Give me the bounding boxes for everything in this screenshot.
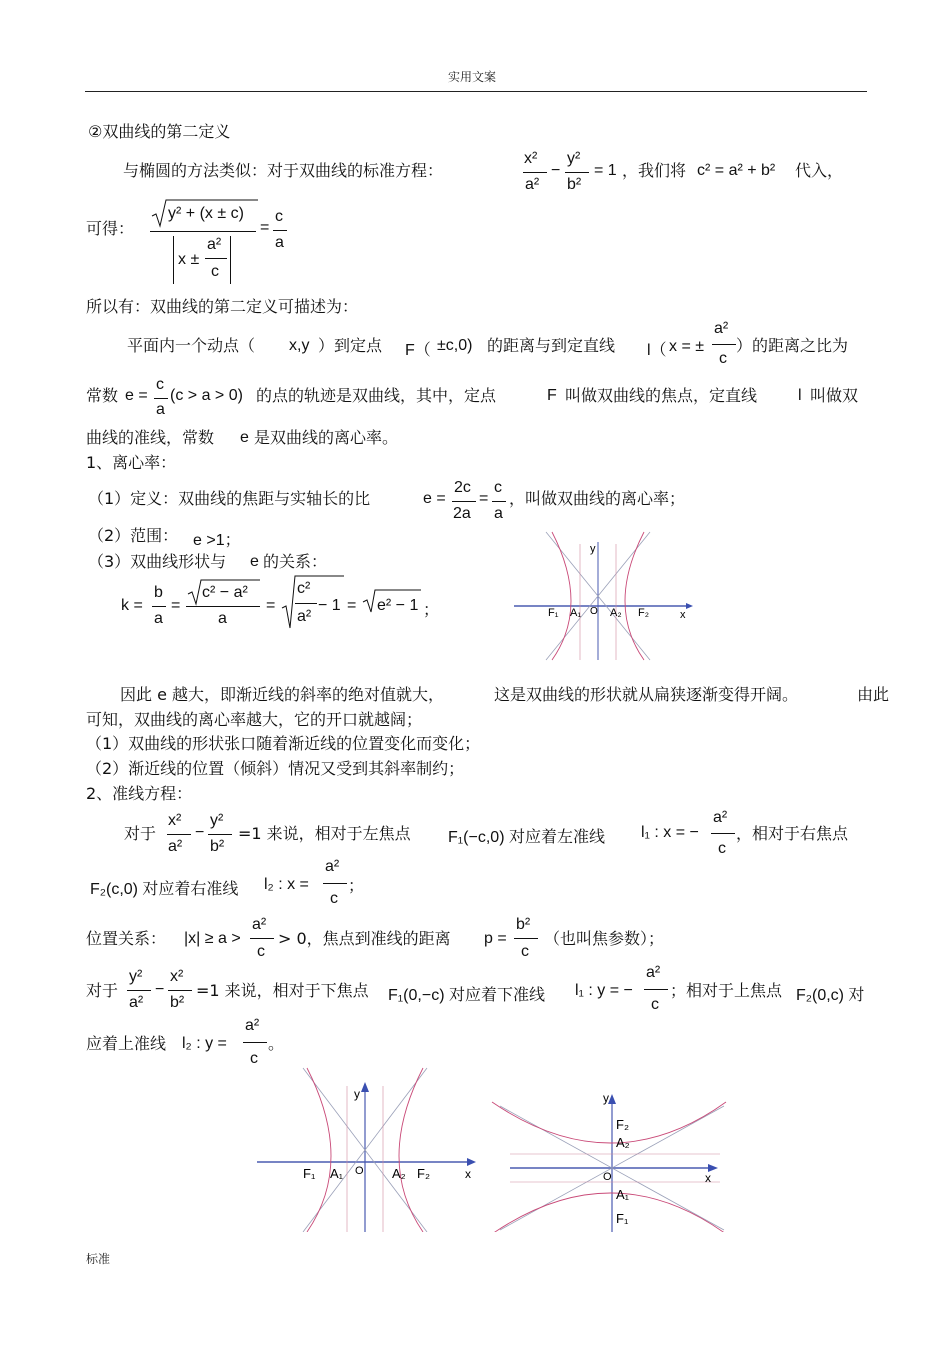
formula-token: a — [154, 610, 163, 627]
section-heading: 2、准线方程： — [86, 784, 193, 803]
paragraph-text: （3）双曲线形状与 — [88, 552, 227, 571]
point-label-a1: A₁ — [616, 1187, 630, 1202]
paragraph-text: > 0，焦点到准线的距离 — [278, 929, 451, 948]
point-label-a1: A₁ — [570, 607, 582, 619]
paragraph-text: 的距离与到定直线 — [487, 336, 616, 355]
formula-token: y² + (x ± c) — [168, 205, 244, 222]
formula-token: − — [195, 824, 205, 841]
formula-token: a² — [252, 916, 267, 933]
paragraph-text: 位置关系： — [86, 929, 167, 948]
fraction-bar — [565, 172, 589, 173]
formula-token: F（ — [405, 342, 431, 359]
formula-token: = — [266, 597, 276, 614]
fraction-bar — [452, 501, 476, 502]
fraction-bar — [295, 603, 317, 604]
formula-token: c² = a² + b² — [697, 162, 776, 179]
paragraph-text: 可知，双曲线的离心率越大，它的开口就越阔； — [86, 710, 423, 729]
formula-token: x² — [170, 968, 184, 985]
paragraph-text: 对于 — [86, 981, 119, 1000]
formula-token: a² — [129, 994, 144, 1011]
paragraph-text: 曲线的准线，常数 — [86, 428, 215, 447]
axis-label-y: y — [603, 1091, 609, 1105]
formula-token: c — [494, 479, 502, 496]
paragraph-text: 应着上准线 — [86, 1034, 167, 1053]
paragraph-text: =1 来说，相对于下焦点 — [196, 981, 369, 1000]
paragraph-text: 这是双曲线的形状就从扁狭逐渐变得开阔。 — [494, 685, 799, 704]
formula-token: c — [156, 376, 164, 393]
formula-token: k = — [121, 597, 143, 614]
formula-token: c — [521, 943, 529, 960]
abs-bar-right — [230, 236, 231, 284]
x-axis-arrow-icon — [686, 603, 693, 609]
formula-token: 2a — [453, 505, 471, 522]
section-heading: 1、离心率： — [86, 453, 177, 472]
formula-token: x,y — [289, 337, 310, 354]
point-label-a2: A₂ — [392, 1166, 406, 1181]
paragraph-text: 叫做双曲线的焦点，定直线 — [565, 386, 758, 405]
axis-label-x: x — [705, 1171, 711, 1185]
list-item: （1）双曲线的形状张口随着渐近线的位置变化而变化； — [86, 734, 481, 753]
fraction-bar — [514, 938, 538, 939]
paragraph-text: 与椭圆的方法类似：对于双曲线的标准方程： — [123, 161, 444, 180]
paragraph-text: 的点的轨迹是双曲线，其中，定点 — [256, 386, 497, 405]
formula-token: − — [155, 981, 165, 998]
formula-token: F₂(c,0) 对应着右准线 — [90, 881, 239, 898]
formula-token: b² — [210, 838, 225, 855]
paragraph-text: 可得： — [86, 219, 135, 238]
formula-token: a² — [714, 320, 729, 337]
axis-label-x: x — [465, 1167, 471, 1181]
paragraph-text: （1）定义：双曲线的焦距与实轴长的比 — [88, 489, 371, 508]
paragraph-text: ，我们将 — [622, 161, 687, 180]
formula-token: l₁ : y = − — [575, 982, 633, 999]
paragraph-text: ； — [348, 876, 365, 895]
formula-token: a² — [713, 809, 728, 826]
formula-token: |x| ≥ a > — [184, 930, 241, 947]
point-label-a2: A₂ — [610, 607, 622, 619]
axis-label-y: y — [354, 1087, 360, 1101]
hyperbola-lower-branch — [492, 1193, 726, 1232]
formula-token: l₂ : x = — [264, 876, 309, 893]
formula-token: e = — [125, 387, 148, 404]
formula-token: a — [275, 234, 284, 251]
formula-token: c — [718, 840, 726, 857]
hyperbola-left-branch — [307, 1068, 331, 1232]
formula-token: a — [494, 505, 503, 522]
abs-bar-left — [173, 236, 174, 284]
figure-hyperbola-3 — [490, 1088, 728, 1232]
formula-token: a² — [168, 838, 183, 855]
paragraph-text: 由此 — [857, 685, 890, 704]
page-header: 实用文案 — [448, 70, 497, 84]
formula-token: c — [651, 996, 659, 1013]
axis-label-y: y — [590, 543, 596, 555]
formula-token: c — [257, 943, 265, 960]
paragraph-text: 因此 e 越大，即渐近线的斜率的绝对值就大， — [120, 685, 445, 704]
formula-token: = — [171, 597, 181, 614]
fraction-bar — [273, 230, 287, 231]
formula-token: c — [719, 350, 727, 367]
paragraph-text: ；相对于上焦点 — [670, 981, 783, 1000]
fraction-bar — [523, 172, 547, 173]
fraction-bar — [712, 344, 736, 345]
hyperbola-right-branch — [399, 1068, 423, 1232]
formula-token: = — [347, 597, 357, 614]
formula-token: b² — [567, 176, 582, 193]
hyperbola-upper-branch — [492, 1102, 726, 1143]
fraction-bar — [250, 938, 274, 939]
figure-hyperbola-1 — [510, 530, 695, 662]
y-axis-arrow-icon — [361, 1082, 369, 1092]
point-label-f1: F₁ — [303, 1166, 316, 1181]
formula-token: F — [547, 387, 557, 404]
header-rule — [85, 91, 867, 92]
formula-token: − 1 — [318, 597, 341, 614]
fraction-bar — [208, 834, 232, 835]
formula-token: − — [551, 162, 561, 179]
paragraph-text: 常数 — [86, 386, 119, 405]
formula-token: a — [218, 610, 227, 627]
paragraph-text: 。 — [268, 1034, 285, 1053]
fraction-bar — [492, 501, 506, 502]
list-item: （2）渐近线的位置（倾斜）情况又受到其斜率制约； — [86, 759, 465, 778]
formula-token: e — [250, 553, 259, 570]
formula-token: e² − 1 — [377, 597, 419, 614]
formula-token: 2c — [454, 479, 471, 496]
formula-token: b² — [170, 994, 185, 1011]
page-footer: 标准 — [86, 1252, 111, 1266]
point-label-a2: A₂ — [616, 1135, 630, 1150]
formula-token: ±c,0) — [437, 337, 473, 354]
fraction-bar — [168, 990, 192, 991]
formula-token: l — [798, 387, 802, 404]
formula-token: a — [156, 401, 165, 418]
point-label-o: O — [590, 606, 598, 617]
paragraph-text: ）的距离之比为 — [736, 336, 849, 355]
formula-token: x ± — [178, 251, 200, 268]
section-heading: ②双曲线的第二定义 — [88, 122, 231, 141]
formula-token: a² — [297, 608, 312, 625]
formula-token: e >1； — [193, 532, 241, 549]
paragraph-text: ，叫做双曲线的离心率； — [509, 489, 686, 508]
formula-token: c — [275, 208, 283, 225]
formula-token: c — [330, 890, 338, 907]
axis-label-x: x — [680, 609, 686, 621]
x-axis-arrow-icon — [467, 1158, 476, 1166]
point-label-a1: A₁ — [330, 1166, 344, 1181]
formula-token: x² — [524, 150, 538, 167]
formula-token: = — [260, 219, 270, 236]
formula-token: (c > a > 0) — [170, 387, 243, 404]
fraction-bar — [644, 989, 668, 990]
formula-token: = — [479, 490, 489, 507]
formula-token: = 1 — [594, 162, 617, 179]
fraction-bar — [205, 258, 227, 259]
paragraph-text: 叫做双 — [810, 386, 859, 405]
formula-token: a² — [207, 236, 222, 253]
paragraph-text: 所以有：双曲线的第二定义可描述为： — [86, 297, 359, 316]
formula-token: e — [240, 429, 249, 446]
point-label-o: O — [355, 1165, 364, 1177]
formula-token: x² — [168, 812, 182, 829]
point-label-f1: F₁ — [548, 607, 559, 619]
paragraph-text: 的关系： — [263, 552, 328, 571]
fraction-bar — [167, 834, 191, 835]
paragraph-text: 代入， — [795, 161, 844, 180]
fraction-bar — [154, 398, 168, 399]
fraction-bar — [711, 833, 735, 834]
formula-token: a² — [325, 858, 340, 875]
formula-token: F₁(−c,0) 对应着左准线 — [448, 829, 605, 846]
fraction-bar — [152, 606, 166, 607]
paragraph-text: ）到定点 — [318, 336, 383, 355]
paragraph-text: ，相对于右焦点 — [736, 824, 849, 843]
point-label-f1: F₁ — [616, 1211, 629, 1226]
fraction-bar — [150, 231, 256, 232]
point-label-f2: F₂ — [638, 607, 649, 619]
paragraph-text: （2）范围： — [88, 526, 179, 545]
point-label-f2: F₂ — [616, 1117, 629, 1132]
formula-token: p = — [484, 930, 507, 947]
formula-token: c — [211, 263, 219, 280]
point-label-o: O — [603, 1171, 612, 1183]
fraction-bar — [127, 990, 151, 991]
formula-token: a² — [646, 964, 661, 981]
formula-token: F₂(0,c) 对 — [796, 987, 865, 1004]
paragraph-text: 对于 — [124, 824, 157, 843]
formula-token: l（ — [647, 342, 667, 359]
formula-token: a² — [245, 1017, 260, 1034]
formula-token: y² — [129, 968, 143, 985]
paragraph-text: 是双曲线的离心率。 — [254, 428, 399, 447]
formula-token: c² — [297, 580, 311, 597]
paragraph-text: 平面内一个动点（ — [127, 336, 256, 355]
fraction-bar — [323, 883, 347, 884]
formula-token: b — [154, 584, 163, 601]
formula-token: c² − a² — [202, 584, 248, 601]
formula-token: e = — [423, 490, 446, 507]
formula-token: l₁ : x = − — [641, 824, 699, 841]
y-axis-arrow-icon — [608, 1094, 616, 1104]
formula-token: l₂ : y = — [182, 1035, 227, 1052]
fraction-bar — [186, 606, 260, 607]
fraction-bar — [243, 1042, 267, 1043]
point-label-f2: F₂ — [417, 1166, 430, 1181]
formula-token: b² — [516, 916, 531, 933]
figure-hyperbola-2 — [255, 1066, 480, 1232]
formula-token: c — [250, 1050, 258, 1067]
formula-token: y² — [567, 150, 581, 167]
formula-token: x = ± — [669, 338, 705, 355]
formula-token: F₁(0,−c) 对应着下准线 — [388, 987, 545, 1004]
paragraph-text: （也叫焦参数）； — [544, 929, 665, 948]
paragraph-text: =1 来说，相对于左焦点 — [238, 824, 411, 843]
formula-token: a² — [525, 176, 540, 193]
formula-token: y² — [210, 812, 224, 829]
formula-token: ； — [423, 602, 440, 619]
